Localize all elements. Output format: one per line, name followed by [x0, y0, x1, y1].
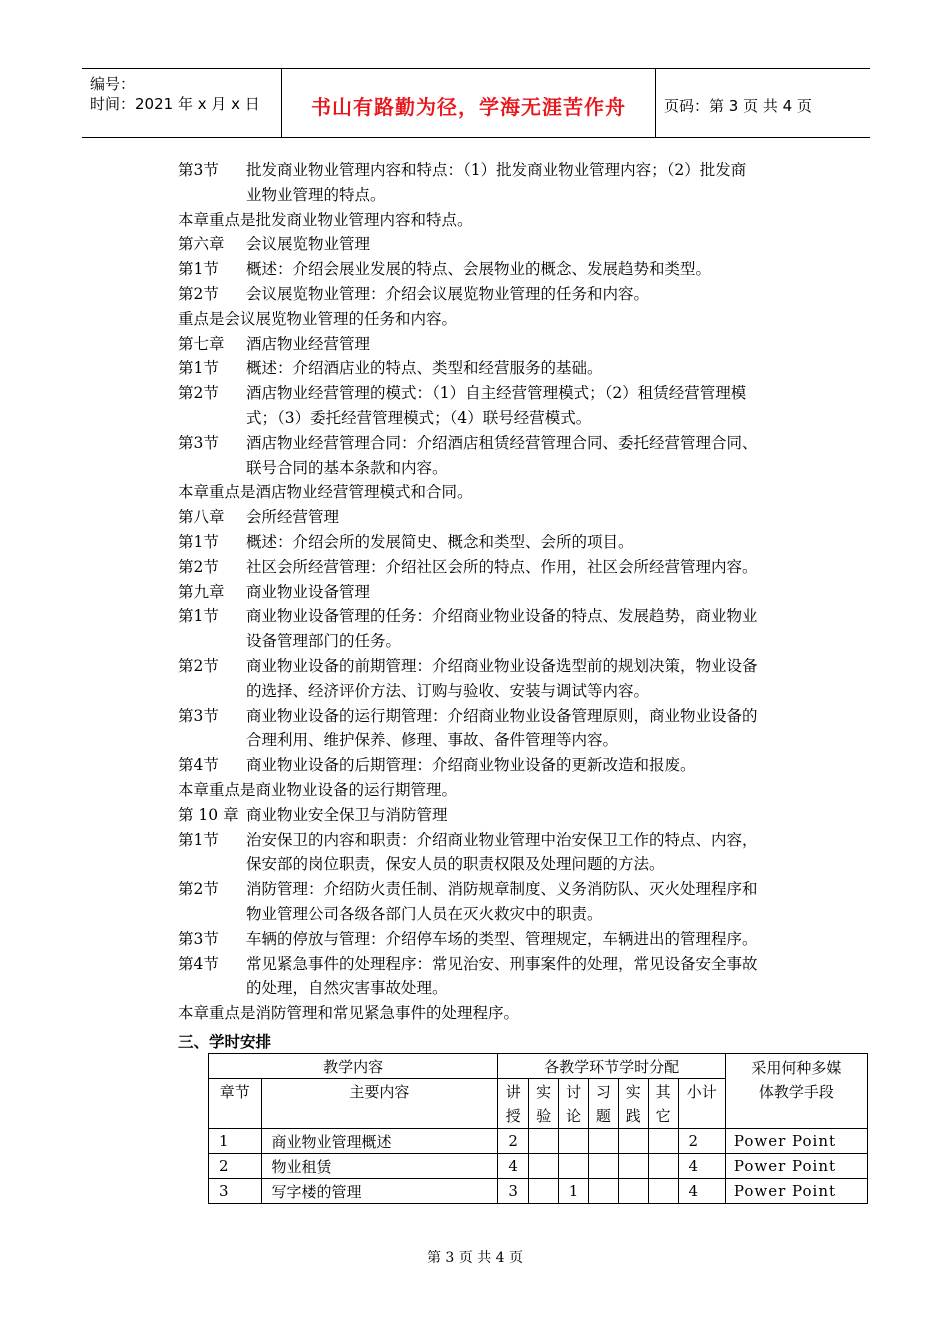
th-lecture-1: 讲 [505, 1082, 521, 1101]
row-other [648, 1179, 678, 1204]
row-discuss [559, 1129, 589, 1154]
row-lecture: 4 [498, 1154, 529, 1179]
section-number: 第1节 [178, 260, 219, 278]
section-text: 业物业管理的特点。 [246, 186, 386, 204]
th-lecture-2: 授 [505, 1106, 521, 1125]
section-text: 常见紧急事件的处理程序：常见治安、刑事案件的处理，常见设备安全事故 [246, 955, 758, 973]
table-row [209, 1129, 868, 1154]
th-practice [618, 1079, 648, 1129]
th-exercise-2: 题 [595, 1106, 611, 1125]
th-lab-1: 实 [536, 1082, 552, 1101]
section-text: 保安部的岗位职责，保安人员的职责权限及处理问题的方法。 [246, 855, 665, 873]
row-lab [529, 1154, 559, 1179]
section-text: 商业物业设备管理 [246, 583, 371, 601]
chapter-key-point: 本章重点是消防管理和常见紧急事件的处理程序。 [178, 1004, 520, 1022]
row-subtotal: 2 [678, 1129, 725, 1154]
row-practice [618, 1154, 648, 1179]
section-number: 第2节 [178, 657, 219, 675]
row-exercise [588, 1129, 618, 1154]
row-lab [529, 1179, 559, 1204]
section-text: 酒店物业经营管理的模式：（1）自主经营管理模式；（2）租赁经营管理模 [246, 384, 747, 402]
th-other-1: 其 [655, 1082, 671, 1101]
row-subtotal: 4 [678, 1154, 725, 1179]
section-text: 商业物业设备的前期管理：介绍商业物业设备选型前的规划决策，物业设备 [246, 657, 758, 675]
header-meta [82, 69, 280, 137]
section-number: 第1节 [178, 607, 219, 625]
th-main-content: 主要内容 [261, 1079, 498, 1129]
section-number: 第六章 [178, 235, 225, 253]
th-subtotal: 小计 [678, 1079, 725, 1129]
header-motto-cell [281, 69, 656, 137]
row-content: 写字楼的管理 [261, 1179, 498, 1204]
th-discuss [559, 1079, 589, 1129]
header-page-cell [656, 69, 870, 137]
section-text: 酒店物业经营管理合同：介绍酒店租赁经营管理合同、委托经营管理合同、 [246, 434, 758, 452]
th-teaching-content: 教学内容 [209, 1054, 498, 1079]
section-text: 合理利用、维护保养、修理、事故、备件管理等内容。 [246, 731, 619, 749]
section-text: 消防管理：介绍防火责任制、消防规章制度、义务消防队、灭火处理程序和 [246, 880, 758, 898]
section-number: 第3节 [178, 707, 219, 725]
section-text: 会所经营管理 [246, 508, 340, 526]
section-number: 第2节 [178, 384, 219, 402]
section-number: 第3节 [178, 930, 219, 948]
row-exercise [588, 1154, 618, 1179]
section-number: 第4节 [178, 955, 219, 973]
row-discuss: 1 [559, 1179, 589, 1204]
section-text: 商业物业安全保卫与消防管理 [246, 806, 448, 824]
row-other [648, 1129, 678, 1154]
section-number: 第 10 章 [178, 806, 239, 824]
section-number: 第3节 [178, 161, 219, 179]
row-exercise [588, 1179, 618, 1204]
th-practice-1: 实 [625, 1082, 641, 1101]
th-discuss-1: 讨 [566, 1082, 582, 1101]
section-text: 车辆的停放与管理：介绍停车场的类型、管理规定，车辆进出的管理程序。 [246, 930, 758, 948]
chapter-key-point: 本章重点是酒店物业经营管理模式和合同。 [178, 483, 473, 501]
row-practice [618, 1179, 648, 1204]
section-number: 第3节 [178, 434, 219, 452]
th-exercise [588, 1079, 618, 1129]
section-text: 概述：介绍会所的发展简史、概念和类型、会所的项目。 [246, 533, 634, 551]
section-text: 联号合同的基本条款和内容。 [246, 459, 448, 477]
th-media [725, 1054, 867, 1129]
th-media-line-2: 体教学手段 [758, 1083, 834, 1101]
section-text: 酒店物业经营管理 [246, 335, 371, 353]
row-practice [618, 1129, 648, 1154]
section-number: 第2节 [178, 558, 219, 576]
row-content: 物业租赁 [261, 1154, 498, 1179]
th-hours: 各教学环节学时分配 [498, 1054, 726, 1079]
section-heading: 三、学时安排 [178, 1033, 272, 1051]
th-media-line-1: 采用何种多媒 [751, 1059, 842, 1077]
th-exercise-1: 习 [595, 1082, 611, 1101]
section-number: 第1节 [178, 533, 219, 551]
section-text: 商业物业设备管理的任务：介绍商业物业设备的特点、发展趋势，商业物业 [246, 607, 758, 625]
section-number: 第七章 [178, 335, 225, 353]
section-text: 物业管理公司各级各部门人员在灭火救灾中的职责。 [246, 905, 603, 923]
row-media: Power Point [725, 1154, 867, 1179]
page-header [82, 68, 870, 138]
th-lab-2: 验 [536, 1106, 552, 1125]
page-info: 页码：第 3 页 共 4 页 [664, 97, 812, 115]
section-text: 概述：介绍会展业发展的特点、会展物业的概念、发展趋势和类型。 [246, 260, 712, 278]
row-chapter: 1 [209, 1129, 262, 1154]
section-number: 第4节 [178, 756, 219, 774]
th-chapter: 章节 [209, 1079, 262, 1129]
table-body [209, 1129, 868, 1204]
th-discuss-2: 论 [566, 1106, 582, 1125]
row-other [648, 1154, 678, 1179]
th-lab [529, 1079, 559, 1129]
section-text: 会议展览物业管理：介绍会议展览物业管理的任务和内容。 [246, 285, 650, 303]
th-other-2: 它 [655, 1106, 671, 1125]
section-text: 批发商业物业管理内容和特点：（1）批发商业物业管理内容；（2）批发商 [246, 161, 747, 179]
section-number: 第2节 [178, 285, 219, 303]
section-text: 的处理，自然灾害事故处理。 [246, 979, 448, 997]
table-header-row-1 [209, 1054, 868, 1079]
th-practice-2: 践 [625, 1106, 641, 1125]
chapter-key-point: 本章重点是批发商业物业管理内容和特点。 [178, 211, 473, 229]
section-text: 会议展览物业管理 [246, 235, 371, 253]
page-footer: 第 3 页 共 4 页 [426, 1250, 524, 1266]
section-number: 第八章 [178, 508, 225, 526]
row-lab [529, 1129, 559, 1154]
section-text: 社区会所经营管理：介绍社区会所的特点、作用，社区会所经营管理内容。 [246, 558, 758, 576]
section-text: 商业物业设备的后期管理：介绍商业物业设备的更新改造和报废。 [246, 756, 696, 774]
section-number: 第1节 [178, 831, 219, 849]
section-text: 设备管理部门的任务。 [246, 632, 402, 650]
row-discuss [559, 1154, 589, 1179]
schedule-table [208, 1053, 868, 1204]
chapter-key-point: 重点是会议展览物业管理的任务和内容。 [178, 310, 458, 328]
section-text: 治安保卫的内容和职责：介绍商业物业管理中治安保卫工作的特点、内容， [246, 831, 758, 849]
table-row [209, 1179, 868, 1204]
chapter-key-point: 本章重点是商业物业设备的运行期管理。 [178, 781, 458, 799]
row-content: 商业物业管理概述 [261, 1129, 498, 1154]
motto: 书山有路勤为径，学海无涯苦作舟 [311, 95, 626, 119]
row-lecture: 3 [498, 1179, 529, 1204]
section-text: 的选择、经济评价方法、订购与验收、安装与调试等内容。 [246, 682, 650, 700]
table-row [209, 1154, 868, 1179]
th-lecture [498, 1079, 529, 1129]
number-label: 编号： [90, 75, 136, 93]
row-chapter: 2 [209, 1154, 262, 1179]
section-text: 式；（3）委托经营管理模式；（4）联号经营模式。 [246, 409, 592, 427]
row-media: Power Point [725, 1179, 867, 1204]
time-label: 时间：2021 年 x 月 x 日 [90, 95, 260, 113]
section-text: 概述：介绍酒店业的特点、类型和经营服务的基础。 [246, 359, 603, 377]
section-number: 第1节 [178, 359, 219, 377]
row-subtotal: 4 [678, 1179, 725, 1204]
section-number: 第2节 [178, 880, 219, 898]
section-number: 第九章 [178, 583, 225, 601]
section-text: 商业物业设备的运行期管理：介绍商业物业设备管理原则，商业物业设备的 [246, 707, 758, 725]
row-media: Power Point [725, 1129, 867, 1154]
row-chapter: 3 [209, 1179, 262, 1204]
row-lecture: 2 [498, 1129, 529, 1154]
th-other [648, 1079, 678, 1129]
